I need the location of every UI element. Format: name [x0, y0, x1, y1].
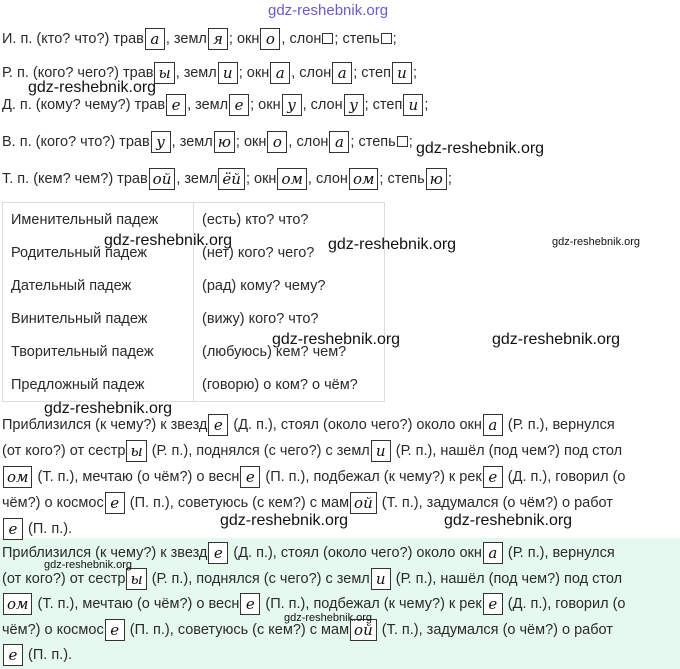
answer-box: а [483, 542, 503, 564]
answer-box: и [392, 62, 412, 84]
table-row: Родительный падеж (нет) кого? чего? [3, 236, 385, 269]
answer-box: ёй [218, 168, 245, 190]
answer-box: е [105, 619, 125, 641]
answer-box: ой [350, 492, 377, 514]
sentence-paragraph-highlighted: Приблизился (к чему?) к звезд е (Д. п.), стоял (около чего?) около окн а (Р. п.), вернулся (от кого?) от сестр ы (Р. п.), поднялся (с чего?) с земл и (Р. п.), нашёл (под чем?) под стол ом (Т. п.), мечтаю (о чём?) о весн е (П. п.), подбежал (к чему?) к рек е (Д. п.), говорил (о чём?) о космос е (П. п.), советуюсь (с кем?) с мам ой (Т. п.), задумался (о чём?) о работ е (П. п.). [2, 544, 626, 665]
answer-box: и [371, 568, 391, 590]
answer-box: ом [3, 593, 32, 615]
answer-box: ом [277, 168, 306, 190]
row-accusative: В. п. (кого? что?) трав у , земл ю ; окн о , слон а ; степь ; [2, 133, 413, 152]
watermark: gdz-reshebnik.org [44, 559, 133, 571]
watermark: gdz-reshebnik.org [220, 512, 349, 529]
answer-box: ы [154, 62, 174, 84]
table-row: Именительный падеж (есть) кто? что? [3, 203, 385, 237]
answer-box: о [260, 28, 280, 50]
answer-box: у [282, 94, 302, 116]
row-genitive: Р. п. (кого? чего?) трав ы , земл и ; окн а , слон а ; степ и ; [2, 64, 417, 83]
answer-box: а [145, 28, 165, 50]
watermark: gdz-reshebnik.org [104, 232, 233, 249]
table-row: Предложный падеж (говорю) о ком? о чём? [3, 368, 385, 402]
answer-box: е [240, 593, 260, 615]
answer-box: у [151, 131, 171, 153]
watermark: gdz-reshebnik.org [552, 236, 641, 248]
watermark: gdz-reshebnik.org [44, 400, 173, 417]
answer-box: у [344, 94, 364, 116]
answer-box: ы [126, 440, 146, 462]
empty-box [322, 33, 333, 44]
answer-box: и [403, 94, 423, 116]
answer-box: е [483, 466, 503, 488]
answer-box: ю [214, 131, 235, 153]
watermark: gdz-reshebnik.org [416, 140, 545, 157]
answer-box: а [270, 62, 290, 84]
answer-box: о [267, 131, 287, 153]
answer-box: е [483, 593, 503, 615]
answer-box: е [105, 492, 125, 514]
answer-box: ю [426, 168, 447, 190]
watermark: gdz-reshebnik.org [272, 331, 401, 348]
answer-box: е [3, 644, 23, 666]
answer-box: ом [3, 466, 32, 488]
answer-box: е [208, 414, 228, 436]
empty-box [381, 33, 392, 44]
answer-box: ом [349, 168, 378, 190]
answer-box: е [240, 466, 260, 488]
sentence-paragraph: Приблизился (к чему?) к звезд е (Д. п.), стоял (около чего?) около окн а (Р. п.), вернулся (от кого?) от сестр ы (Р. п.), поднялся (с чего?) с земл и (Р. п.), нашёл (под чем?) под стол ом (Т. п.), мечтаю (о чём?) о весн е (П. п.), подбежал (к чему?) к рек е (Д. п.), говорил (о чём?) о космос е (П. п.), советуюсь (с кем?) с мам ой (Т. п.), задумался (о чём?) о работ е (П. п.). [2, 416, 626, 539]
answer-box: а [332, 62, 352, 84]
row-nominative: И. п. (кто? что?) трав а , земл я ; окн о , слон ; степь ; [2, 30, 397, 49]
answer-box: ы [126, 568, 146, 590]
answer-box: ой [350, 619, 377, 641]
row-instrumental: Т. п. (кем? чем?) трав ой , земл ёй ; окн ом , слон ом ; степь ю ; [2, 170, 452, 189]
watermark: gdz-reshebnik.org [492, 331, 621, 348]
answer-box: е [3, 518, 23, 540]
answer-box: ой [149, 168, 176, 190]
answer-box: а [483, 414, 503, 436]
watermark: gdz-reshebnik.org [28, 79, 157, 96]
watermark: gdz-reshebnik.org [284, 612, 373, 624]
table-row: Винительный падеж (вижу) кого? что? [3, 302, 385, 335]
answer-box: а [329, 131, 349, 153]
row-dative: Д. п. (кому? чему?) трав е , земл е ; окн у , слон у ; степ и ; [2, 96, 429, 115]
table-row: Дательный падеж (рад) кому? чему? [3, 269, 385, 302]
table-row: Творительный падеж (любуюсь) кем? чем? [3, 335, 385, 368]
watermark: gdz-reshebnik.org [328, 236, 457, 253]
answer-box: я [208, 28, 228, 50]
answer-box: е [166, 94, 186, 116]
answer-box: и [371, 440, 391, 462]
watermark: gdz-reshebnik.org [444, 512, 573, 529]
answer-box: е [229, 94, 249, 116]
answer-box: е [208, 542, 228, 564]
empty-box [397, 136, 408, 147]
answer-box: и [218, 62, 238, 84]
watermark-top: gdz-reshebnik.org [268, 2, 389, 19]
